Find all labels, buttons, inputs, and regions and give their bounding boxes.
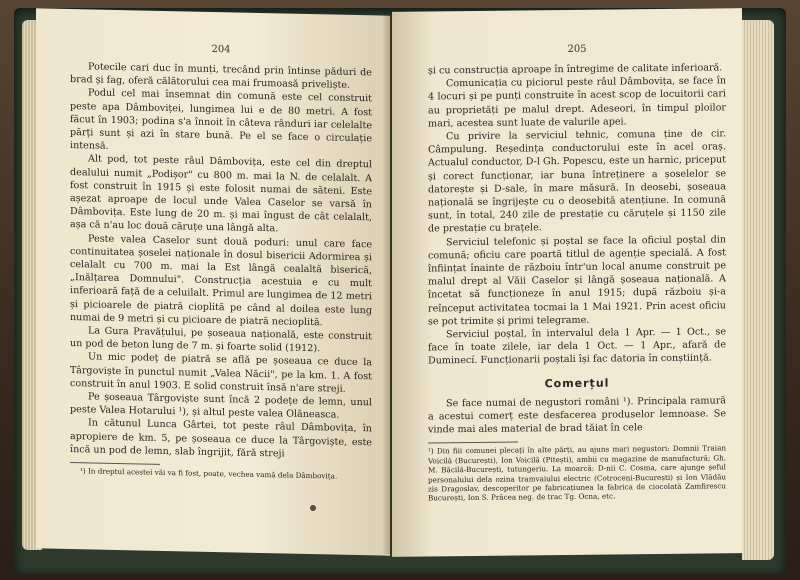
paragraph: La Gura Pravățului, pe șoseaua națională, este construit un pod de beton lung de 7 m. și foarte solid (1912). xyxy=(70,325,372,355)
paragraph: Se face numai de negustori români ¹). Principala ramură a acestui comerț este desfacerea produselor lemnoase. Se vinde mai ales material de brad tăiat în cele xyxy=(428,395,726,436)
paragraph: și cu construcția aproape în întregime de calitate inferioară. xyxy=(428,62,723,77)
paragraph: Peste valea Caselor sunt două poduri: unul care face continuitatea șoselei naționale în dosul bisericii Adormirea și celalalt cu 700 m. mai la Est lângă cealaltă biserică, „Inălțarea Domnului". Construcția acestuia e cu mult inferioară față de a celuilalt. Primul are lungimea de 12 metri și picioarele de piatră cioplită pe când al doilea este lung numai de 9 metri și cu picioare de piatră necioplită. xyxy=(70,233,372,329)
page-edges-right xyxy=(742,20,774,560)
footnote-rule xyxy=(428,442,518,444)
paragraph: In cătunul Lunca Gârtei, tot peste râul Dâmbovița, în apropiere de km. 5, pe șoseaua ce duce la Târgoviște, este încă un pod de lemn, slab îngrijit, fără streji xyxy=(70,417,372,460)
paragraph: Cu privire la serviciul tehnic, comuna ține de cir. Câmpulung. Reședința conductorului este în acel oraș. Actualul conductor, D-l Gh. Popescu, este un harnic, priceput și corect funcționar, iar buna întreținere a șoselelor se datorește și D-sale, în mare măsură. In deosebi, șoseaua națională se îngrijește cu o deosebită atențiune. In comună sunt, în total, 240 zile de prestație cu căruțele și 1150 zile de prestație cu brațele. xyxy=(428,128,726,235)
page-number-left: 204 xyxy=(211,43,231,56)
paragraph: Potecile cari duc în munți, trecând prin întinse păduri de brad și fag, oferă călătorului cea mai frumoasă priveliște. xyxy=(70,61,372,92)
right-page xyxy=(392,8,742,557)
paragraph: Pe șoseaua Târgoviște sunt încă 2 podețe de lemn, unul peste Valea Hotarului ¹), și altul peste valea Olăneasca. xyxy=(70,391,372,421)
page-number-right: 205 xyxy=(567,43,587,55)
paragraph: Serviciul telefonic și poștal se face la oficiul poștal din comună; oficiu care poartă titlul de agenție specială. A fost înființat înainte de războiu într'un local anume construit pe malul drept al Văii Caselor și lângă șoseaua națională. A încetat să funcționeze în anul 1915; după războiu și-a reînceput activitatea tocmai la 1 Mai 1921. Prin acest oficiu se pot trimite și primi telegrame. xyxy=(428,233,726,328)
paragraph: Comunicația cu piciorul peste râul Dâmbovița, se face în 4 locuri și pe punți construite în acest scop de locuitorii cari au proprietăți pe malul drept. Adeseori, în timpul ploilor mari, acestea sunt luate de valurile apei. xyxy=(428,75,726,130)
footnote: ¹) Din fiii comunei plecați în alte părți, au ajuns mari negustori: Domnii Traian Voicilă (București), Ion Voicilă (Pitești), ambii cu magazine de manufactură; Gh. M. Băcilă-București, tutungeriu. La moarcă: D-nii C. Cosma, care ajunge șeful personalului dela ozina tramvaiului electric (Cotroceni-București) și Ion Vlădău zis Dragoslav, descoperitor pe fabricațiunea la fabrica de ciocolată Zamfirescu București, Ion S. Prâcea neg. de trac Tg. Ocna, etc. xyxy=(428,443,726,503)
paper-stain xyxy=(310,505,316,511)
paragraph: Serviciul poștal, în intervalul dela 1 Apr. — 1 Oct., se face în toate zilele, iar dela 1 Oct. — 1 Apr., afară de Duminecí. Funcționarii poștali își fac datoria în conștiință. xyxy=(428,326,726,367)
footnote-rule xyxy=(70,462,160,465)
footnote: ¹) In dreptul acestei văi va fi fost, poate, vechea vamă dela Dâmbovița. xyxy=(80,466,338,481)
left-page xyxy=(36,8,390,555)
paragraph: Alt pod, tot peste râul Dâmbovița, este cel din dreptul dealului numit „Podișor" cu 800 m. mai la N. de celalalt. A fost construit în 1915 și este folosit numai de săteni. Este așezat aproape de locul unde Valea Caselor se varsă în Dâmbovița. Este lung de 20 m. și mai îngust de cât celalalt, așa că n'au loc două căruțe una lângă alta. xyxy=(70,153,372,235)
section-title: Comerțul xyxy=(544,376,610,390)
paragraph: Podul cel mai însemnat din comună este cel construit peste apa Dâmboviței, lungimea lui e de 80 metri. A fost făcut în 1903; podina s'a înnoit în câteva rânduri iar celelalte părți sunt și azi în stare bună. Pe el se face o circulație intensă. xyxy=(70,87,372,153)
paragraph: Un mic podeț de piatră se află pe șoseaua ce duce la Târgoviște în punctul numit „Valea Năcii", pe la km. 1. A fost construit în anul 1903. E solid construit însă n'are streji. xyxy=(70,351,372,395)
